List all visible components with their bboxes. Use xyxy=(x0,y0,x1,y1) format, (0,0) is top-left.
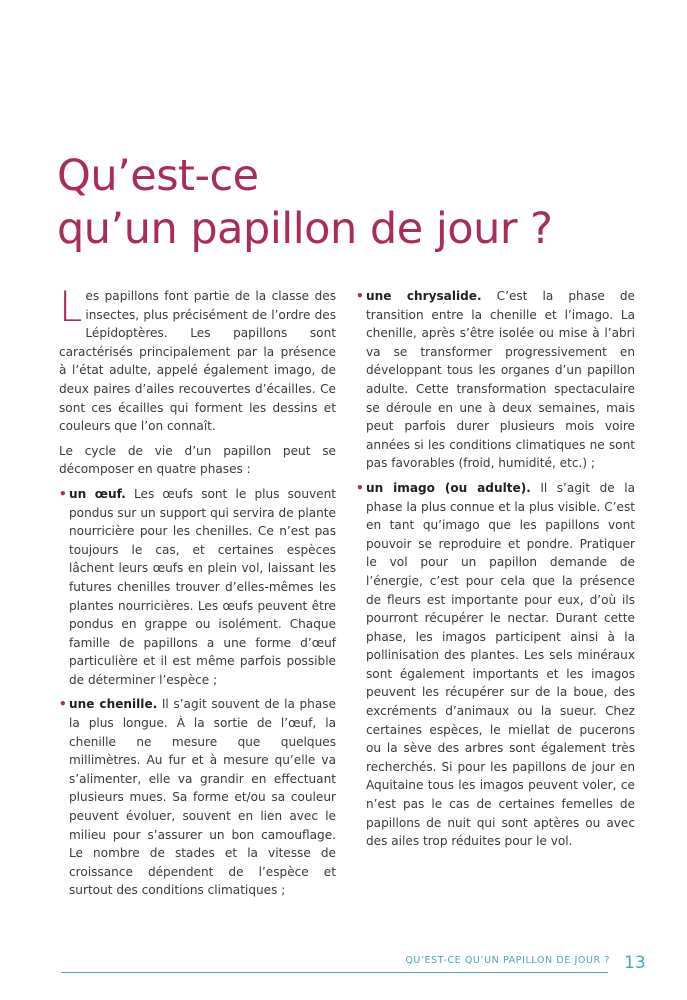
left-column xyxy=(59,282,336,906)
bullet-term: un œuf. xyxy=(69,486,126,501)
bullet-text: Il s’agit de la phase la plus connue et la plus visible. C’est en tant qu’imago que les papillons vont pouvoir se reproduire et pondre. Pratiquer le vol pour un papillon demande de l’énergie, c’est pour cela que la présence de fleurs est importante pour eux, d’où ils pourront récupérer le nectar. Durant cette phase, les imagos participent ainsi à la pollinisation des plantes. Les sels minéraux sont également importants et les imagos peuvent les récupérer sur de la boue, des excréments d’animaux ou la sueur. Chez certaines espèces, le miellat de pucerons ou la sève des arbres sont également très recherchés. Si pour les papillons de jour en Aquitaine tous les imagos peuvent voler, ce n’est pas le cas de certaines femelles de papillons de nuit qui sont aptères ou avec des ailes trop réduites pour le vol. xyxy=(366,480,635,849)
bullet-text: Il s’agit souvent de la phase la plus longue. À la sortie de l’œuf, la chenille ne mesure que quelques millimètres. Au fur et à mesure qu’elle va s’alimenter, elle va grandir en effectuant plusieurs mues. Sa forme et/ou sa couleur peuvent évoluer, souvent en lien avec le milieu pour s’assurer un bon camouflage. Le nombre de stades et la vitesse de croissance dépendent de l’espèce et surtout des conditions climatiques ; xyxy=(69,697,336,898)
page-number: 13 xyxy=(624,953,646,973)
drop-cap: L xyxy=(59,282,83,331)
intro-paragraph xyxy=(59,282,336,436)
bullet-text: Les œufs sont le plus souvent pondus sur un support qui servira de plante nourricière pour les chenilles. Ce n’est pas toujours le cas, et certaines espèces lâchent leurs œufs en plein vol, laissant les futures chenilles trouver d’elles-mêmes les plantes nourricières. Les œufs peuvent être pondus en grappe ou isolément. Chaque famille de papillons a une forme d’œuf particulière et il est même parfois possible de déterminer l’espèce ; xyxy=(69,486,336,687)
bullet-dot-icon: • xyxy=(356,480,364,495)
cycle-paragraph: Le cycle de vie d’un papillon peut se décomposer en quatre phases : xyxy=(59,443,336,477)
footer-rule xyxy=(61,972,608,973)
bullet-term: une chenille. xyxy=(69,697,158,712)
page-title-line-2: qu’un papillon de jour ? xyxy=(57,204,553,254)
bullet-term: une chrysalide. xyxy=(366,289,482,303)
bullet-text: C’est la phase de transition entre la chenille et l’imago. La chenille, après s’être isolée ou mise à l’abri va se transformer progressivement en développant tous les organes d’un papillon adulte. Cette transformation spectaculaire se déroule en une à deux semaines, mais peut parfois durer plusieurs mois voire années si les conditions climatiques ne sont pas favorables (froid, humidité, etc.) ; xyxy=(366,289,635,471)
bullet-imago xyxy=(356,479,635,851)
bullet-dot-icon: • xyxy=(59,697,67,712)
bullet-caterpillar xyxy=(59,695,336,900)
running-footer-title: QU’EST-CE QU’UN PAPILLON DE JOUR ? xyxy=(405,955,610,966)
page-title xyxy=(57,150,657,256)
bullet-term: un imago (ou adulte). xyxy=(366,480,531,495)
right-column xyxy=(356,287,635,857)
intro-text: es papillons font partie de la classe des insectes, plus précisément de l’ordre des Lépidoptères. Les papillons sont caractérisés principalement par la présence à l’état adulte, appelé également imago, de deux paires d’ailes recouvertes d’écailles. Ce sont ces écailles qui forment les dessins et couleurs que l’on connaît. xyxy=(59,289,336,434)
bullet-dot-icon: • xyxy=(59,486,67,501)
bullet-chrysalis xyxy=(356,287,635,473)
page-title-line-1: Qu’est-ce xyxy=(57,151,259,201)
bullet-egg xyxy=(59,485,336,690)
bullet-dot-icon: • xyxy=(356,289,364,303)
